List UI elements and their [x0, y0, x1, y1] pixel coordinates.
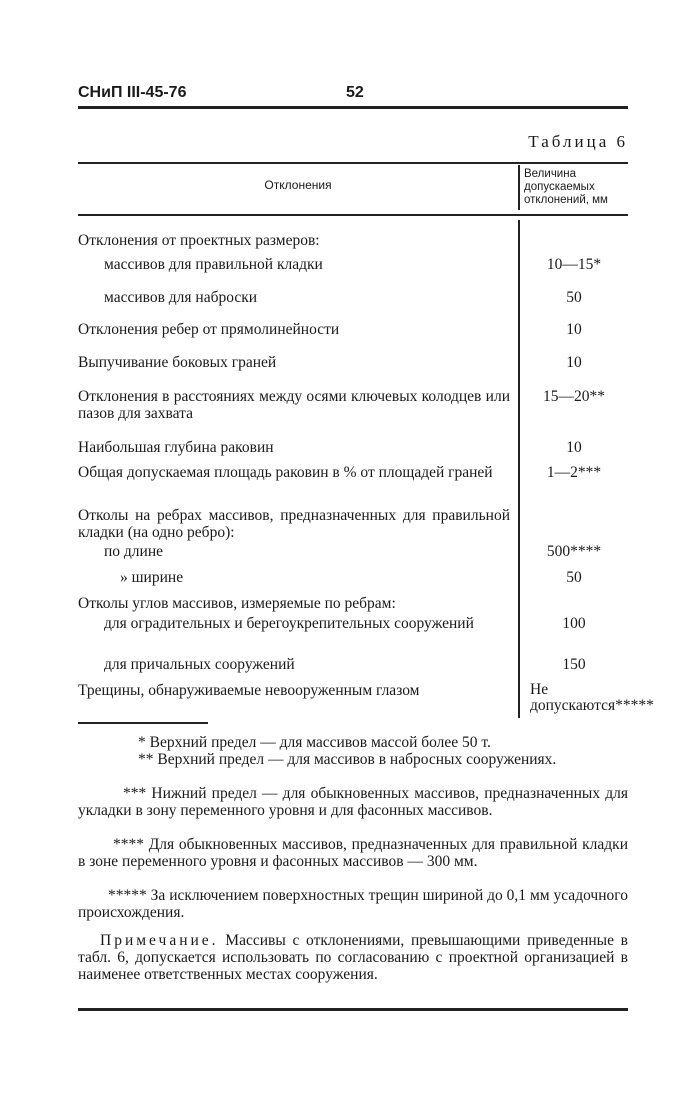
page-number: 52	[346, 84, 364, 101]
table-row-value: 50	[566, 569, 582, 586]
table-row-value: 10	[566, 439, 582, 456]
table-row-value: 15—20**	[543, 388, 605, 405]
table-row-label: массивов для наброски	[104, 289, 258, 306]
note	[78, 932, 628, 983]
footnote: *** Нижний предел — для обыкновенных массивов, предназначенных для укладки в зону переменного уровня и для фасонных массивов.	[78, 785, 628, 819]
footnote: * Верхний предел — для массивов массой более 50 т.	[138, 734, 491, 751]
table-row-label: Отклонения ребер от прямолинейности	[78, 321, 340, 338]
table-row-label: Отклонения в расстояниях между осями ключевых колодцев или пазов для захвата	[78, 388, 510, 422]
table-row-label: Общая допускаемая площадь раковин в % от площадей граней	[78, 464, 493, 481]
table-top-rule	[78, 162, 628, 164]
document-code: СНиП III-45-76	[78, 84, 187, 101]
column-divider	[518, 165, 520, 210]
table-row-value: 100	[562, 615, 586, 632]
footnote-separator	[78, 722, 208, 724]
table-row-value: 1—2***	[546, 464, 602, 481]
table-row-label: Выпучивание боковых граней	[78, 354, 277, 371]
table-row-label: для оградительных и берегоукрепительных сооружений	[104, 615, 474, 632]
table-row-value: 10	[566, 321, 582, 338]
table-row-label: » ширине	[120, 569, 184, 586]
table-row-label: для причальных сооружений	[104, 656, 295, 673]
table-row-label: Отколы на ребрах массивов, предназначенных для правильной кладки (на одно ребро):	[78, 507, 510, 541]
table-row-value: Не допускаются*****	[530, 681, 654, 714]
footnote: **** Для обыкновенных массивов, предназначенных для правильной кладки в зоне переменного уровня и фасонных массивов — 300 мм.	[78, 836, 628, 870]
table-row-value: 50	[566, 289, 582, 306]
table-row-label: Наибольшая глубина раковин	[78, 439, 274, 456]
table-row-label: Отколы углов массивов, измеряемые по ребрам:	[78, 595, 396, 612]
table-title: Таблица 6	[528, 132, 628, 151]
note-text: Массивы с отклонениями, превышающими приведенные в табл. 6, допускается использовать по согласованию с проектной организацией в наименее ответственных местах сооружения.	[78, 932, 628, 983]
table-row-label: по длине	[104, 543, 164, 560]
footnote: ***** За исключением поверхностных трещин шириной до 0,1 мм усадочного происхождения.	[78, 887, 628, 921]
table-header-rule	[78, 214, 628, 216]
table-row-label: массивов для правильной кладки	[104, 256, 323, 273]
table-row-value: 10	[566, 354, 582, 371]
column-header-deviations: Отклонения	[264, 178, 332, 192]
table-row-label: Трещины, обнаруживаемые невооруженным глазом	[78, 682, 420, 699]
column-header-tolerance: Величина допускаемых отклонений, мм	[524, 168, 608, 206]
header-rule	[78, 106, 628, 109]
table-row-label: Отклонения от проектных размеров:	[78, 232, 320, 249]
bottom-rule	[78, 1008, 628, 1011]
table-row-value: 150	[562, 656, 586, 673]
footnote: ** Верхний предел — для массивов в набросных сооружениях.	[138, 751, 557, 768]
table-row-value: 10—15*	[546, 256, 602, 273]
table-row-value: 500****	[546, 543, 602, 560]
column-divider	[518, 220, 520, 718]
note-label: Примечание.	[100, 932, 219, 949]
